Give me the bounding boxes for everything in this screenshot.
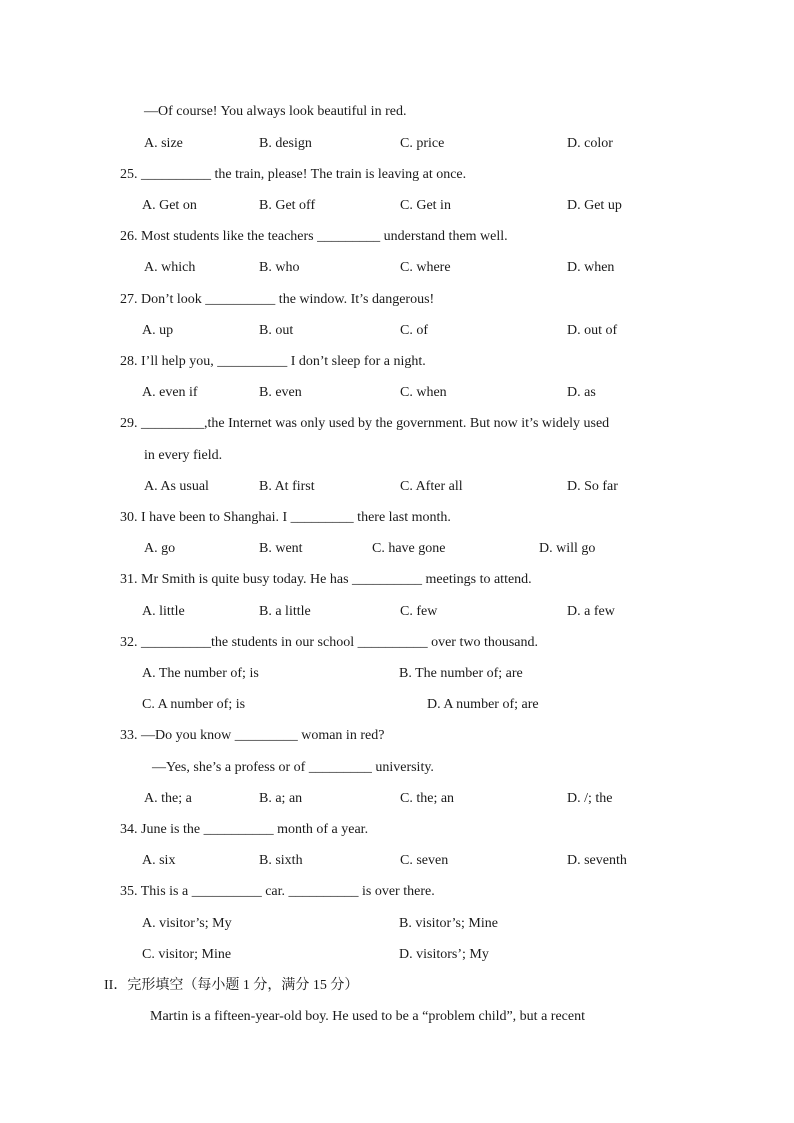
question-29-stem-line1: 29. _________,the Internet was only used by the government. But now it’s widely used [120,416,610,431]
option-35-b: B. visitor’s; Mine [399,916,498,931]
question-31-stem: 31. Mr Smith is quite busy today. He has __________ meetings to attend. [120,572,532,587]
question-26-stem: 26. Most students like the teachers _________ understand them well. [120,229,508,244]
option-32-d: D. A number of; are [427,697,539,712]
option-25-a: A. Get on [142,198,197,213]
option-24-b: B. design [259,136,312,151]
option-29-d: D. So far [567,479,618,494]
option-25-d: D. Get up [567,198,622,213]
option-28-b: B. even [259,385,302,400]
option-34-b: B. sixth [259,853,303,868]
option-32-a: A. The number of; is [142,666,259,681]
option-35-a: A. visitor’s; My [142,916,232,931]
option-27-d: D. out of [567,323,618,338]
question-34-stem: 34. June is the __________ month of a year. [120,822,369,837]
option-35-c: C. visitor; Mine [142,947,232,962]
option-24-d: D. color [567,136,613,151]
option-30-a: A. go [144,541,176,556]
option-33-d: D. /; the [567,791,613,806]
option-34-c: C. seven [400,853,449,868]
option-32-b: B. The number of; are [399,666,523,681]
option-24-a: A. size [144,136,183,151]
question-25-stem: 25. __________ the train, please! The train is leaving at once. [120,167,467,182]
question-30-stem: 30. I have been to Shanghai. I _________ there last month. [120,510,451,525]
option-34-d: D. seventh [567,853,627,868]
option-25-b: B. Get off [259,198,316,213]
option-26-c: C. where [400,260,451,275]
option-31-b: B. a little [259,604,311,619]
option-29-b: B. At first [259,479,315,494]
option-33-c: C. the; an [400,791,455,806]
question-32-stem: 32. __________the students in our school __________ over two thousand. [120,635,539,650]
passage-first-line: Martin is a fifteen-year-old boy. He used to be a “problem child”, but a recent [150,1009,585,1024]
option-27-b: B. out [259,323,294,338]
option-30-d: D. will go [539,541,596,556]
option-30-c: C. have gone [372,541,446,556]
option-30-b: B. went [259,541,303,556]
question-24-reply: —Of course! You always look beautiful in red. [144,104,407,119]
option-26-d: D. when [567,260,615,275]
option-26-b: B. who [259,260,300,275]
question-35-stem: 35. This is a __________ car. __________ is over there. [120,884,435,899]
option-24-c: C. price [400,136,445,151]
option-27-a: A. up [142,323,174,338]
question-29-stem-line2: in every field. [144,448,223,463]
option-33-b: B. a; an [259,791,303,806]
option-33-a: A. the; a [144,791,192,806]
option-31-a: A. little [142,604,185,619]
option-28-d: D. as [567,385,596,400]
option-28-a: A. even if [142,385,198,400]
section-heading: II．完形填空（每小题 1 分，满分 15 分） [104,978,359,993]
option-35-d: D. visitors’; My [399,947,489,962]
question-33-stem: 33. —Do you know _________ woman in red? [120,728,385,743]
option-27-c: C. of [400,323,428,338]
option-31-d: D. a few [567,604,615,619]
option-25-c: C. Get in [400,198,451,213]
option-32-c: C. A number of; is [142,697,246,712]
question-33-reply: —Yes, she’s a profess or of _________ university. [152,760,434,775]
option-29-a: A. As usual [144,479,209,494]
option-26-a: A. which [144,260,196,275]
option-34-a: A. six [142,853,176,868]
option-29-c: C. After all [400,479,463,494]
question-27-stem: 27. Don’t look __________ the window. It’s dangerous! [120,292,435,307]
question-28-stem: 28. I’ll help you, __________ I don’t sleep for a night. [120,354,426,369]
option-31-c: C. few [400,604,438,619]
option-28-c: C. when [400,385,447,400]
